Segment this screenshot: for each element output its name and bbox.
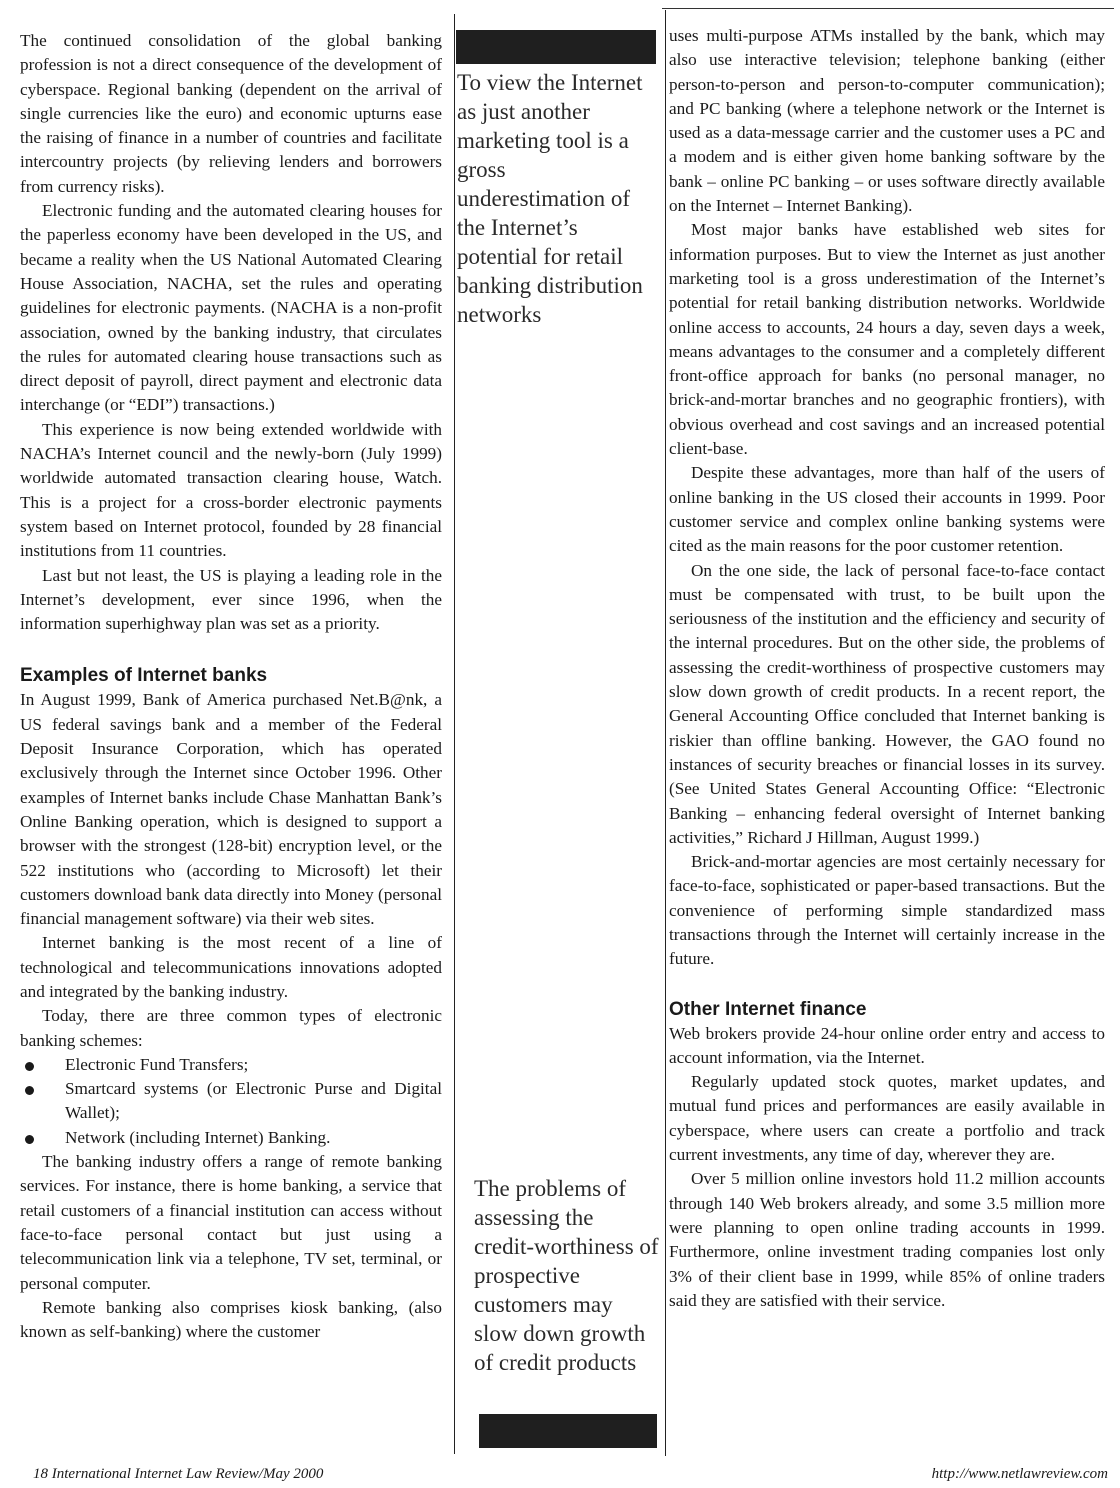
footer-publication: 18 International Internet Law Review/May 2000: [33, 1466, 324, 1482]
bullet-list: [20, 1053, 442, 1150]
paragraph: Last but not least, the US is playing a leading role in the Internet’s development, ever since 1996, when the information superhighway plan was set as a priority.: [20, 565, 442, 634]
bullet-icon: [25, 1062, 34, 1071]
paragraph: Despite these advantages, more than half of the users of online banking in the US closed their accounts in 1999. Poor customer service and complex online banking systems were cited as the main reasons for the poor customer retention.: [669, 463, 1105, 556]
paragraph: The continued consolidation of the global banking profession is not a direct consequence of the development of cyberspace. Regional banking (dependent on the arrival of single currencies like the euro) and economic upturns ease the raising of finance in a number of countries and facilitate intercountry projects (by relieving lenders and borrowers from currency risks).: [20, 31, 442, 196]
list-item-text: Electronic Fund Transfers;: [65, 1054, 249, 1074]
bullet-icon: [25, 1086, 34, 1095]
right-column: [669, 24, 1105, 1313]
paragraph: This experience is now being extended worldwide with NACHA’s Internet council and the newly-born (July 1999) worldwide automated transaction clearing house, Watch. This is a project for a cross-border electronic payments system based on Internet protocol, founded by 28 financial institutions from 11 countries.: [20, 419, 442, 561]
paragraph: Internet banking is the most recent of a line of technological and telecommunications innovations adopted and integrated by the banking industry.: [20, 933, 442, 1001]
paragraph: Most major banks have established web sites for information purposes. But to view the Internet as just another marketing tool is a gross underestimation of the Internet’s potential for retail banking distribution networks. Worldwide online access to accounts, 24 hours a day, seven days a week, means advantages to the consumer and a completely different front-office approach for banks (no personal manager, no brick-and-mortar branches and no geographic frontiers), with obvious overhead and cost savings and an increased potential client-base.: [669, 220, 1105, 459]
pull-quote: The problems of assessing the credit-worthiness of prospective customers may slow down growth of credit products: [474, 1176, 659, 1375]
list-item: [20, 1077, 442, 1126]
column-divider: [665, 10, 666, 1456]
list-item: [20, 1053, 442, 1077]
paragraph: Brick-and-mortar agencies are most certainly necessary for face-to-face, sophisticated or paper-based transactions. But the convenience of performing simple standardized mass transactions through the Internet will certainly increase in the future.: [669, 852, 1105, 969]
pull-quote: To view the Internet as just another marketing tool is a gross underestimation of the Internet’s potential for retail banking distribution networks: [457, 70, 643, 327]
list-item: [20, 1126, 442, 1150]
paragraph: Over 5 million online investors hold 11.2 million accounts through 140 Web brokers already, and some 3.5 million more were planning to open online trading accounts in 1999. Furthermore, online investment trading companies lost only 3% of their client base in 1999, while 85% of online traders said they are satisfied with their service.: [669, 1169, 1105, 1310]
paragraph: Regularly updated stock quotes, market updates, and mutual fund prices and performances are easily available in cyberspace, where users can create a portfolio and track current investments, any time of day, wherever they are.: [669, 1072, 1105, 1165]
pull-quote-bar: [479, 1414, 657, 1448]
footer-url: http://www.netlawreview.com: [931, 1466, 1108, 1482]
paragraph: Remote banking also comprises kiosk banking, (also known as self-banking) where the customer: [20, 1297, 442, 1342]
paragraph: Electronic funding and the automated clearing houses for the paperless economy have been developed in the US, and became a reality when the US National Automated Clearing House Association, NACHA, set the rules and operating guidelines for electronic payments. (NACHA is a non-profit association, owned by the banking industry, that circulates the rules for automated clearing house transactions such as direct deposit of payroll, direct payment and electronic data interchange (or “EDI”) transactions.): [20, 201, 442, 415]
list-item-text: Network (including Internet) Banking.: [65, 1127, 331, 1147]
section-heading-other: Other Internet finance: [669, 998, 867, 1020]
paragraph: Web brokers provide 24-hour online order entry and access to account information, via the Internet.: [669, 1023, 1105, 1067]
pull-quote-bar: [456, 30, 656, 64]
list-item-text: Smartcard systems (or Electronic Purse and Digital Wallet);: [65, 1079, 442, 1123]
left-column: [20, 29, 442, 1344]
paragraph: The banking industry offers a range of remote banking services. For instance, there is home banking, a service that retail customers of a financial institution can access without face-to-face personal contact but just using a telecommunication link via a telephone, TV set, terminal, or personal computer.: [20, 1152, 442, 1293]
column-divider: [454, 14, 455, 1454]
top-rule: [662, 8, 1114, 9]
paragraph: In August 1999, Bank of America purchased Net.B@nk, a US federal savings bank and a member of the Federal Deposit Insurance Corporation, which has operated exclusively through the Internet since October 1996. Other examples of Internet banks include Chase Manhattan Bank’s Online Banking operation, which is designed to support a browser with the strongest (128-bit) encryption level, or the 522 institutions who (according to Microsoft) let their customers download bank data directly into Money (personal financial management software) via their web sites.: [20, 690, 442, 929]
section-heading-examples: Examples of Internet banks: [20, 665, 268, 687]
bullet-icon: [25, 1135, 34, 1144]
paragraph: Today, there are three common types of electronic banking schemes:: [20, 1006, 442, 1050]
paragraph: On the one side, the lack of personal face-to-face contact must be compensated with trust, to be built upon the seriousness of the institution and the efficiency and security of the internal procedures. But on the other side, the problems of assessing the credit-worthiness of prospective customers may slow down growth of credit products. In a recent report, the General Accounting Office concluded that Internet banking is riskier than offline banking. However, the GAO found no instances of security breaches or financial losses in its survey. (See United States General Accounting Office: “Electronic Banking – enhancing federal oversight of Internet banking activities,” Richard J Hillman, August 1999.): [669, 560, 1105, 847]
paragraph: uses multi-purpose ATMs installed by the bank, which may also use interactive television; telephone banking (either person-to-person and person-to-computer communication); and PC banking (where a telephone network or the Internet is used as a data-message carrier and the customer uses a PC and a modem and is either given home banking software by the bank – online PC banking – or uses software directly available on the Internet – Internet Banking).: [669, 26, 1105, 216]
